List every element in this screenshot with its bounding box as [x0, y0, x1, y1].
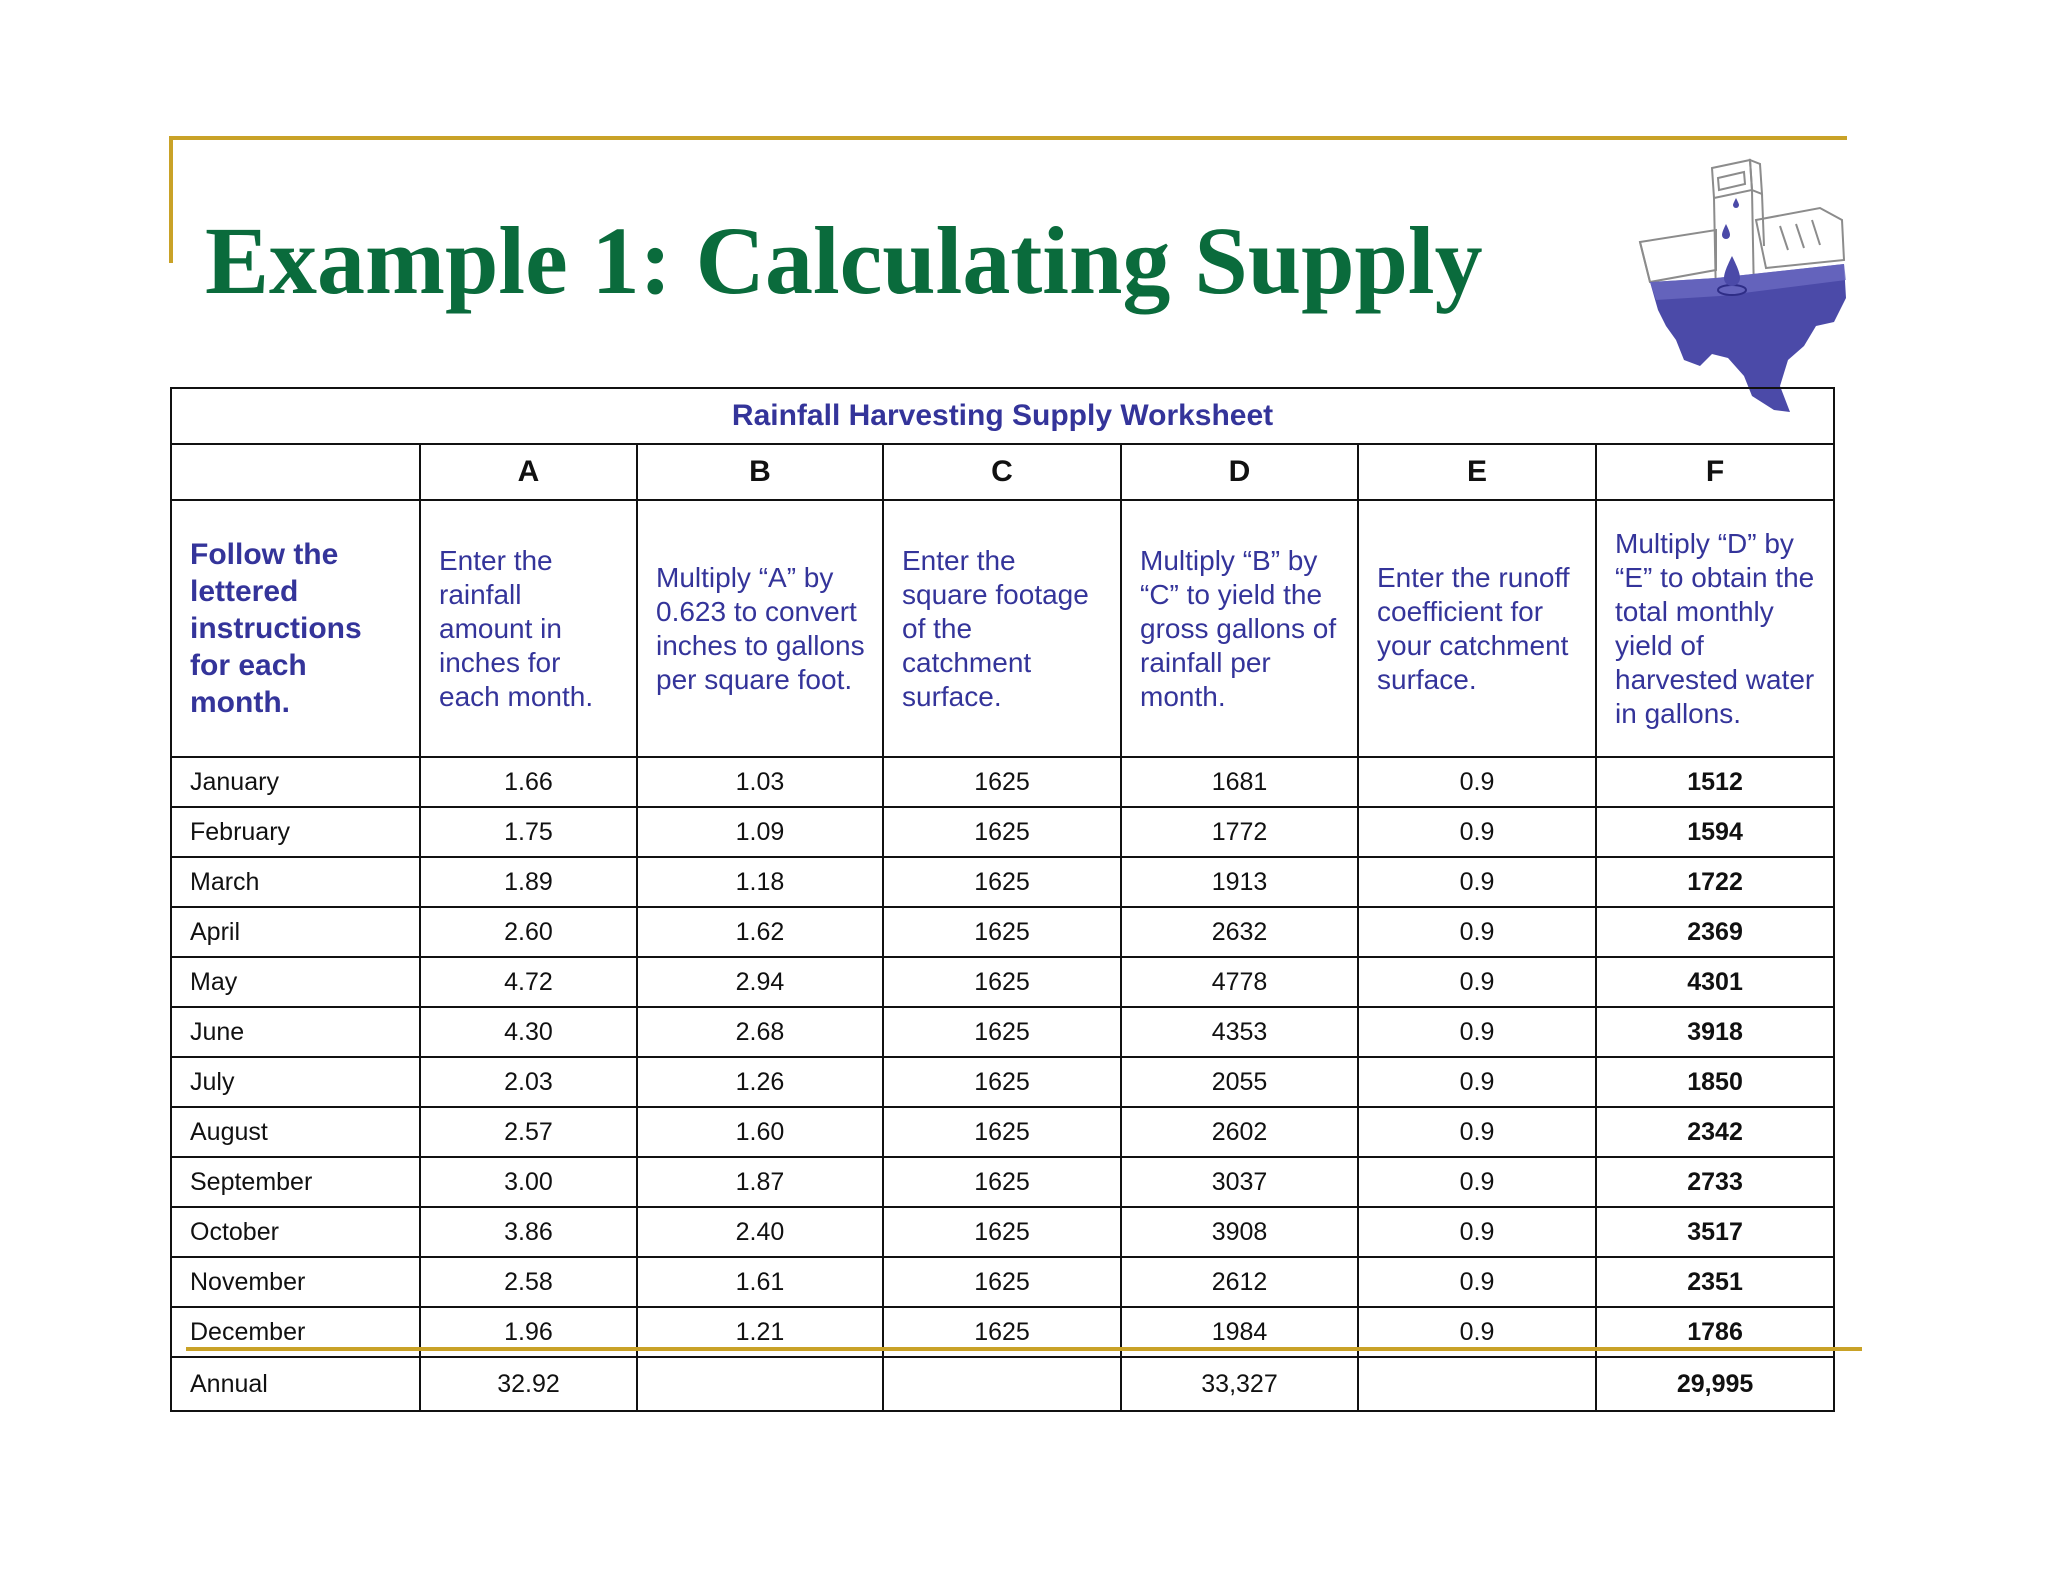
cell-e: 0.9 [1358, 1207, 1596, 1257]
cell-c: 1625 [883, 907, 1121, 957]
cell-d: 4778 [1121, 957, 1358, 1007]
table-row [171, 1207, 1834, 1257]
table-row [171, 907, 1834, 957]
cell-e: 0.9 [1358, 1107, 1596, 1157]
table-row [171, 1107, 1834, 1157]
table-row [171, 1007, 1834, 1057]
column-header-c: C [883, 444, 1121, 500]
cell-d: 33,327 [1121, 1357, 1358, 1411]
texas-water-tank-logo-icon [1620, 150, 1900, 420]
cell-e: 0.9 [1358, 757, 1596, 807]
cell-c: 1625 [883, 1007, 1121, 1057]
cell-f: 1786 [1596, 1307, 1834, 1357]
table-row [171, 757, 1834, 807]
cell-e: 0.9 [1358, 1057, 1596, 1107]
column-header-blank [171, 444, 420, 500]
cell-c: 1625 [883, 857, 1121, 907]
cell-e: 0.9 [1358, 907, 1596, 957]
cell-a: 4.72 [420, 957, 637, 1007]
cell-d: 3037 [1121, 1157, 1358, 1207]
cell-c: 1625 [883, 1157, 1121, 1207]
column-header-a: A [420, 444, 637, 500]
cell-f: 3517 [1596, 1207, 1834, 1257]
cell-f: 4301 [1596, 957, 1834, 1007]
cell-a: 3.86 [420, 1207, 637, 1257]
cell-c: 1625 [883, 1207, 1121, 1257]
cell-f: 2351 [1596, 1257, 1834, 1307]
cell-b: 1.60 [637, 1107, 883, 1157]
cell-f: 29,995 [1596, 1357, 1834, 1411]
cell-c: 1625 [883, 807, 1121, 857]
cell-d: 1913 [1121, 857, 1358, 907]
cell-a: 1.75 [420, 807, 637, 857]
cell-c: 1625 [883, 1107, 1121, 1157]
cell-f: 2733 [1596, 1157, 1834, 1207]
cell-f: 1722 [1596, 857, 1834, 907]
table-row [171, 1057, 1834, 1107]
cell-f: 1594 [1596, 807, 1834, 857]
cell-e: 0.9 [1358, 807, 1596, 857]
cell-c: 1625 [883, 1057, 1121, 1107]
cell-a: 2.57 [420, 1107, 637, 1157]
cell-d: 2632 [1121, 907, 1358, 957]
supply-worksheet-table [170, 387, 1835, 1412]
cell-a: 2.58 [420, 1257, 637, 1307]
column-header-f: F [1596, 444, 1834, 500]
cell-a: 4.30 [420, 1007, 637, 1057]
cell-e: 0.9 [1358, 1007, 1596, 1057]
cell-a: 3.00 [420, 1157, 637, 1207]
table-row [171, 857, 1834, 907]
cell-c: 1625 [883, 957, 1121, 1007]
cell-b: 1.26 [637, 1057, 883, 1107]
cell-month: November [171, 1257, 420, 1307]
cell-e: 0.9 [1358, 1307, 1596, 1357]
cell-month: July [171, 1057, 420, 1107]
cell-month: May [171, 957, 420, 1007]
cell-b: 1.18 [637, 857, 883, 907]
frame-top-rule [169, 136, 1847, 140]
cell-e: 0.9 [1358, 1157, 1596, 1207]
cell-month: February [171, 807, 420, 857]
cell-d: 1984 [1121, 1307, 1358, 1357]
instruction-general: Follow the lettered instructions for each month. [171, 500, 420, 757]
cell-b: 1.61 [637, 1257, 883, 1307]
cell-f: 2342 [1596, 1107, 1834, 1157]
cell-month: January [171, 757, 420, 807]
cell-d: 2055 [1121, 1057, 1358, 1107]
cell-a: 1.96 [420, 1307, 637, 1357]
cell-f: 3918 [1596, 1007, 1834, 1057]
cell-a: 2.03 [420, 1057, 637, 1107]
cell-e: 0.9 [1358, 957, 1596, 1007]
cell-a: 1.89 [420, 857, 637, 907]
cell-month: December [171, 1307, 420, 1357]
cell-b: 1.21 [637, 1307, 883, 1357]
instruction-e: Enter the runoff coefficient for your catchment surface. [1358, 500, 1596, 757]
cell-e [1358, 1357, 1596, 1411]
cell-a: 1.66 [420, 757, 637, 807]
column-header-d: D [1121, 444, 1358, 500]
instruction-c: Enter the square footage of the catchment surface. [883, 500, 1121, 757]
instruction-a: Enter the rainfall amount in inches for each month. [420, 500, 637, 757]
cell-b: 1.03 [637, 757, 883, 807]
cell-e: 0.9 [1358, 857, 1596, 907]
cell-month: August [171, 1107, 420, 1157]
cell-f: 1850 [1596, 1057, 1834, 1107]
cell-f: 2369 [1596, 907, 1834, 957]
table-row-annual [171, 1357, 1834, 1411]
cell-d: 2602 [1121, 1107, 1358, 1157]
column-header-e: E [1358, 444, 1596, 500]
column-header-b: B [637, 444, 883, 500]
cell-d: 2612 [1121, 1257, 1358, 1307]
cell-month: Annual [171, 1357, 420, 1411]
cell-c [883, 1357, 1121, 1411]
cell-month: March [171, 857, 420, 907]
cell-b: 2.94 [637, 957, 883, 1007]
cell-b [637, 1357, 883, 1411]
instruction-f: Multiply “D” by “E” to obtain the total monthly yield of harvested water in gallons. [1596, 500, 1834, 757]
cell-c: 1625 [883, 1257, 1121, 1307]
cell-e: 0.9 [1358, 1257, 1596, 1307]
cell-a: 32.92 [420, 1357, 637, 1411]
cell-month: April [171, 907, 420, 957]
cell-month: September [171, 1157, 420, 1207]
table-row [171, 807, 1834, 857]
cell-d: 4353 [1121, 1007, 1358, 1057]
cell-b: 1.87 [637, 1157, 883, 1207]
instruction-d: Multiply “B” by “C” to yield the gross gallons of rainfall per month. [1121, 500, 1358, 757]
cell-d: 1772 [1121, 807, 1358, 857]
table-row [171, 957, 1834, 1007]
worksheet-title: Rainfall Harvesting Supply Worksheet [171, 388, 1834, 444]
cell-b: 1.09 [637, 807, 883, 857]
frame-left-rule [169, 136, 173, 263]
cell-c: 1625 [883, 757, 1121, 807]
cell-b: 2.68 [637, 1007, 883, 1057]
cell-d: 1681 [1121, 757, 1358, 807]
cell-d: 3908 [1121, 1207, 1358, 1257]
frame-bottom-rule [186, 1347, 1862, 1351]
cell-c: 1625 [883, 1307, 1121, 1357]
instruction-b: Multiply “A” by 0.623 to convert inches to gallons per square foot. [637, 500, 883, 757]
cell-f: 1512 [1596, 757, 1834, 807]
cell-b: 2.40 [637, 1207, 883, 1257]
cell-month: October [171, 1207, 420, 1257]
cell-b: 1.62 [637, 907, 883, 957]
table-row [171, 1157, 1834, 1207]
slide-title: Example 1: Calculating Supply [205, 207, 1483, 314]
cell-month: June [171, 1007, 420, 1057]
cell-a: 2.60 [420, 907, 637, 957]
table-row [171, 1257, 1834, 1307]
